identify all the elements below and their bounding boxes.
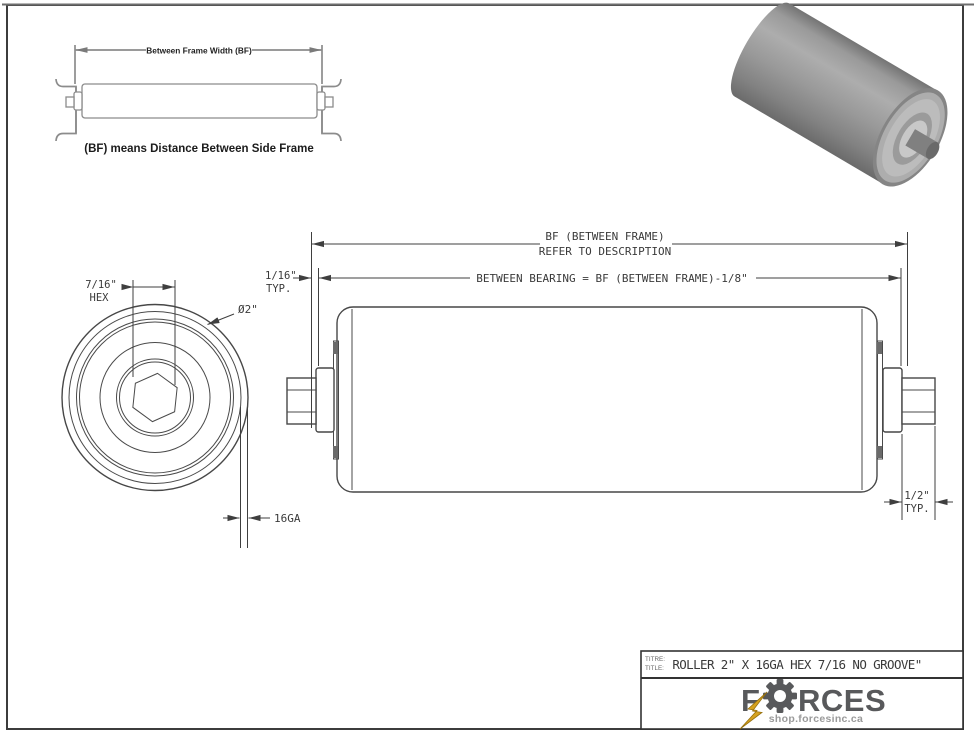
explainer-shaft-right xyxy=(325,97,333,107)
bf-dim-line2: REFER TO DESCRIPTION xyxy=(538,245,672,258)
titre-label: TITRE: xyxy=(645,656,665,663)
shaft-dim-sublabel: TYP. xyxy=(904,503,930,515)
diameter-label: Ø2" xyxy=(238,303,258,316)
explainer-roller-body xyxy=(82,84,317,118)
roller-tube xyxy=(337,307,877,492)
gap-dim-sublabel: TYP. xyxy=(266,283,292,295)
bearing-cap-right xyxy=(883,368,902,432)
shaft-dim-label: 1/2" xyxy=(904,490,930,502)
hex-dim-label: 7/16" xyxy=(85,279,117,291)
end-view xyxy=(62,279,301,548)
drawing-title: ROLLER 2" X 16GA HEX 7/16 NO GROOVE" xyxy=(672,657,922,672)
gauge-label: 16GA xyxy=(274,512,301,525)
bf-dim-line1: BF (BETWEEN FRAME) xyxy=(545,230,665,243)
bearing-flange-right xyxy=(878,341,883,459)
gear-icon xyxy=(763,679,797,713)
logo-letters-rces: RCES xyxy=(798,683,887,718)
explainer-caption: (BF) means Distance Between Side Frame xyxy=(84,143,314,155)
explainer-dim-label: Between Frame Width (BF) xyxy=(146,45,252,56)
side-view xyxy=(287,307,935,492)
title-block xyxy=(641,651,963,729)
gap-dim-label: 1/16" xyxy=(265,270,297,282)
explainer-bearing-left xyxy=(74,92,82,110)
bearing-dim-label: BETWEEN BEARING = BF (BETWEEN FRAME)-1/8" xyxy=(476,272,748,285)
roller-3d-render xyxy=(720,0,965,200)
logo-website: shop.forcesinc.ca xyxy=(768,713,864,725)
bearing-cap-left xyxy=(316,368,334,432)
explainer-shaft-left xyxy=(66,97,74,107)
logo-letter-f: F xyxy=(741,683,761,718)
hex-shaft-right xyxy=(902,378,935,424)
hex-dim-sublabel: HEX xyxy=(89,292,109,304)
title-label: TITLE: xyxy=(645,665,664,672)
frame-bracket-left xyxy=(56,79,76,141)
explainer-bearing-right xyxy=(317,92,325,110)
bf-explainer xyxy=(56,45,341,155)
